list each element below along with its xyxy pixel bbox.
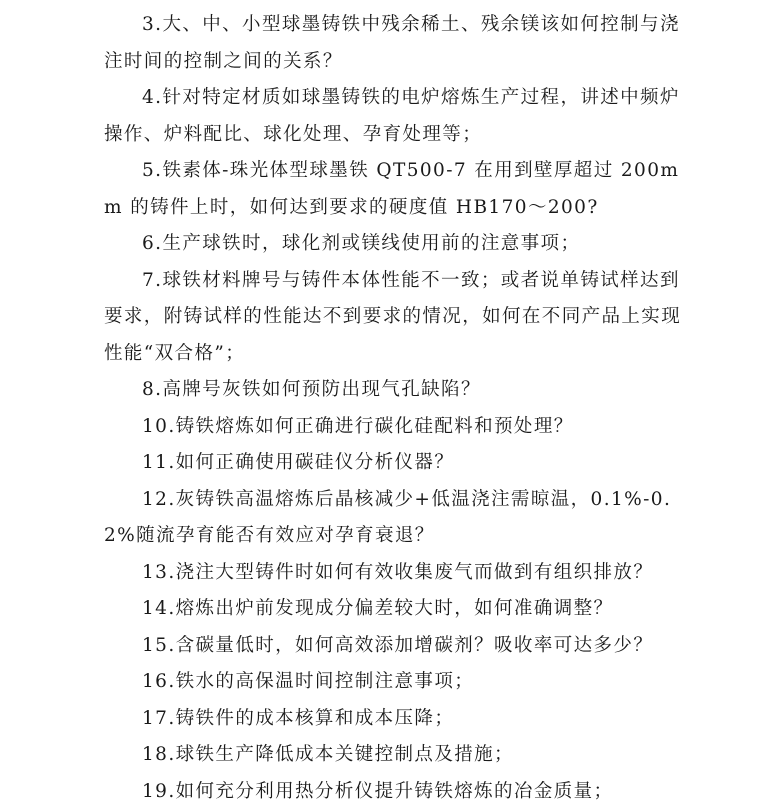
question-item-15: 15.含碳量低时，如何高效添加增碳剂？吸收率可达多少？ — [104, 628, 684, 665]
question-item-8: 8.高牌号灰铁如何预防出现气孔缺陷？ — [104, 372, 684, 409]
question-item-16: 16.铁水的高保温时间控制注意事项； — [104, 664, 684, 701]
question-item-3: 3.大、中、小型球墨铸铁中残余稀土、残余镁该如何控制与浇注时间的控制之间的关系？ — [104, 7, 684, 80]
question-item-5: 5.铁素体-珠光体型球墨铁 QT500-7 在用到壁厚超过 200mm 的铸件上时，如何达到要求的硬度值 HB170～200? — [104, 153, 684, 226]
question-item-13: 13.浇注大型铸件时如何有效收集废气而做到有组织排放？ — [104, 555, 684, 592]
question-item-19: 19.如何充分利用热分析仪提升铸铁熔炼的冶金质量； — [104, 774, 684, 810]
question-item-10: 10.铸铁熔炼如何正确进行碳化硅配料和预处理？ — [104, 409, 684, 446]
question-item-14: 14.熔炼出炉前发现成分偏差较大时，如何准确调整？ — [104, 591, 684, 628]
question-item-18: 18.球铁生产降低成本关键控制点及措施； — [104, 737, 684, 774]
question-item-6: 6.生产球铁时，球化剂或镁线使用前的注意事项； — [104, 226, 684, 263]
question-item-12: 12.灰铸铁高温熔炼后晶核减少+低温浇注需晾温，0.1%-0.2%随流孕育能否有效应对孕育衰退？ — [104, 482, 684, 555]
document-body — [104, 7, 684, 810]
question-item-7: 7.球铁材料牌号与铸件本体性能不一致；或者说单铸试样达到要求，附铸试样的性能达不到要求的情况，如何在不同产品上实现性能“双合格”； — [104, 263, 684, 373]
question-item-4: 4.针对特定材质如球墨铸铁的电炉熔炼生产过程，讲述中频炉操作、炉料配比、球化处理、孕育处理等； — [104, 80, 684, 153]
question-item-17: 17.铸铁件的成本核算和成本压降； — [104, 701, 684, 738]
question-item-11: 11.如何正确使用碳硅仪分析仪器？ — [104, 445, 684, 482]
